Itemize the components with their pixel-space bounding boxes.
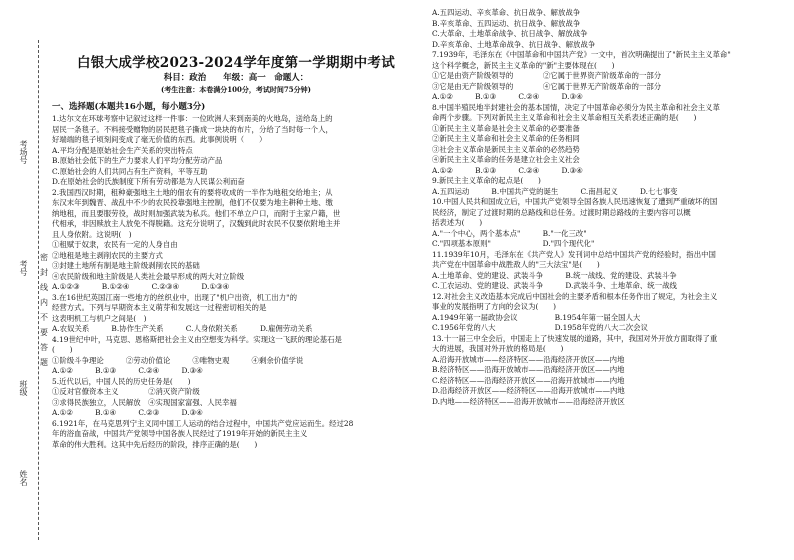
seal-notice	[40, 250, 50, 370]
question-line: A.①② B.①③ C.②④ D.③④	[432, 165, 583, 175]
question-line: 13.十一届三中全会后，中国走上了快速发展的道路，其中，我国对外开放方面取得了重	[432, 333, 718, 343]
question-line: A.①② B.①④ C.②③ D.③④	[52, 408, 203, 417]
question-line: A.①② B.①③ C.②④ D.③④	[52, 366, 203, 375]
exam-room-label: 考场号	[19, 140, 28, 164]
question-line: C.大革命、土地革命战争、抗日战争、解放战争	[432, 29, 588, 38]
question-line: A.五四运动 B.中国共产党的诞生 C.南昌起义 D.七七事变	[432, 186, 678, 196]
question-line: 括表述为( )	[432, 218, 483, 227]
question-line: 7.1939年，毛泽东在《中国革命和中国共产党》一文中，首次明确提出了"新民主主义革命"	[432, 50, 731, 59]
question-line: ①阶级斗争理论 ②劳动价值论 ③唯物史观 ④剩余价值学说	[52, 355, 304, 365]
question-line: 11.1939年10月，毛泽东在《共产党人》发刊词中总结中国共产党的经验时，指出中国	[432, 249, 716, 259]
question-line: 共产党在中国革命中战胜敌人的"三大法宝"是( )	[432, 260, 600, 269]
right-column	[432, 8, 784, 407]
seal-line	[38, 40, 39, 540]
question-line: 5.近代以后，中国人民的历史任务是( )	[52, 376, 191, 386]
right-questions	[432, 8, 784, 407]
question-line: 12.对社会主义改造基本完成后中国社会的主要矛盾和根本任务作出了规定，为社会主义	[432, 291, 718, 301]
question-line: ③它是由无产阶级领导的 ④它属于世界无产阶级革命的一部分	[432, 81, 662, 91]
question-line: C.1956年党的八大 D.1958年党的八大二次会议	[432, 323, 648, 332]
question-line: A.①②③ B.①②④ C.②③④ D.①③④	[52, 282, 230, 291]
question-line: A.农奴关系 B.协作生产关系 C.人身依附关系 D.雇佣劳动关系	[52, 324, 313, 333]
seal-char: 内	[40, 298, 48, 307]
question-line: 居民一条毯子。不料接受赠物的居民把毯子撕成一块块的布片，分给了当时每一个人，	[52, 124, 333, 134]
question-line: D.沿海经济开放区——经济特区——沿海开放城市——内地	[432, 386, 625, 395]
question-line: ③求得民族独立，人民解放 ④实现国家富强、人民幸福	[52, 397, 237, 407]
question-line: A.①② B.①③ C.②④ D.③④	[432, 92, 583, 101]
name-label: 姓名	[19, 470, 28, 486]
question-line: 4.19世纪中叶，马克思、恩格斯把社会主义由空想变为科学。实现这一飞跃的理论基石是	[52, 334, 342, 344]
question-line: 且人身依附。这说明( )	[52, 229, 132, 239]
question-line: A.沿海开放城市——经济特区——沿海经济开放区——内地	[432, 354, 625, 364]
question-line: D.在原始社会的氏族制度下所有劳动都是为人民谋公利而奋	[52, 177, 245, 186]
question-line: D.内地——经济特区——沿海开放城市——沿海经济开放区	[432, 396, 625, 406]
question-line: 代相承，非因赎放主人放免不得脱籍。这充分说明了，汉魏到此时农民不仅要依附地主并	[52, 219, 341, 228]
binding-margin	[0, 0, 48, 560]
seal-char: 封	[40, 268, 48, 277]
question-line: A.平均分配是原始社会生产关系的突出特点	[52, 145, 193, 155]
class-label: 班级	[19, 380, 28, 396]
seal-char: 不	[40, 313, 48, 322]
left-questions	[52, 114, 420, 450]
question-line: C.经济特区——沿海经济开放区——沿海开放城市——内地	[432, 375, 625, 385]
question-line: 纳地租，而且要服劳役，战时则加强武装为私兵。他们不单立户口，而附于主家户籍，世	[52, 208, 341, 218]
question-line: 命两个步骤。下列对新民主主义革命和社会主义革命相互关系表述正确的是( )	[432, 113, 697, 122]
question-line: ③社会主义革命是新民主主义革命的必然趋势	[432, 144, 580, 154]
exam-note: (考生注意：本卷满分100分，考试时间75分钟)	[161, 85, 311, 94]
question-line: 好端端的毯子顷刻间变成了毫无价值的东西。此事例说明（ ）	[52, 135, 267, 144]
question-line: 年的浴血奋战，中国共产党领导中国各族人民经过了1919年开始的新民主主义	[52, 429, 308, 438]
question-line: 这个科学概念，新民主主义革命的"新"主要体现在( )	[432, 60, 615, 70]
question-line: 1.达尔文在环球考察中记叙过这样一件事：一位欧洲人来到南美的火地岛，送给岛上的	[52, 114, 333, 123]
question-line: C.工农运动、党的建设、武装斗争 D.武装斗争、土地革命、统一战线	[432, 281, 677, 290]
question-line: ④农民阶级和地主阶级是人类社会最早形成的两大对立阶级	[52, 271, 245, 281]
exam-subtitle: 科目：政治 年级：高一 命题人：	[163, 72, 309, 83]
question-line: ②新民主主义革命和社会主义革命的任务相同	[432, 134, 580, 143]
left-column	[52, 8, 420, 450]
question-line: ①它是由资产阶级领导的 ②它属于世界资产阶级革命的一部分	[432, 71, 662, 80]
seal-char: 要	[40, 328, 48, 337]
question-line: 3.在16世纪英国江南一些地方的丝织业中，出现了"机户出资，机工出力"的	[52, 292, 297, 302]
exam-number-label: 考号	[19, 260, 28, 276]
question-line: C."四项基本原则" D."四个现代化"	[432, 239, 595, 248]
question-line: A.五四运动、辛亥革命、抗日战争、解放战争	[432, 8, 581, 17]
question-line: ①新民主主义革命是社会主义革命的必要准备	[432, 123, 580, 133]
question-line: 革命的伟大胜利。这其中先后经历的阶段，排序正确的是( )	[52, 439, 258, 449]
question-line: 这表明机工与机户之间是( )	[52, 313, 147, 323]
question-line: B.辛亥革命、五四运动、抗日战争、解放战争	[432, 18, 581, 28]
question-line: 事业的发展指明了方向的会议为( )	[432, 302, 557, 311]
question-line: ①反对官僚资本主义 ②消灭资产阶级	[52, 387, 200, 396]
seal-char: 答	[40, 343, 48, 352]
question-line: B.经济特区——沿海开放城市——沿海经济开放区——内地	[432, 365, 625, 374]
question-line: 2.我国西汉时期，租种豪强地主土地的佃农有的要将收成的一半作为地租交给地主；从	[52, 187, 333, 197]
question-line: C.原始社会的人们共同占有生产资料，平等互助	[52, 166, 208, 176]
section-heading: 一、选择题(本题共16小题，每小题3分)	[52, 101, 206, 112]
question-line: ②地租是地主剥削农民的主要方式	[52, 250, 163, 260]
question-line: 6.1921年，在马克思列宁主义同中国工人运动的结合过程中，中国共产党应运而生。经过28	[52, 418, 354, 428]
question-line: 8.中国半殖民地半封建社会的基本国情，决定了中国革命必须分为民主革命和社会主义革	[432, 102, 720, 112]
seal-char: 题	[40, 358, 48, 367]
question-line: 9.新民主主义革命的起点是( )	[432, 176, 541, 185]
question-line: ④新民主主义革命的任务是建立社会主义社会	[432, 155, 580, 164]
question-line: B.原始社会低下的生产力要求人们平均分配劳动产品	[52, 156, 223, 165]
question-line: ①租赋于奴隶，农民有一定的人身自由	[52, 240, 178, 249]
question-line: 民经济，制定了过渡时期的总路线和总任务。过渡时期总路线的主要内容可以概	[432, 207, 691, 217]
question-line: 经营方式。下列与早期资本主义萌芽和发展这一过程密切相关的是	[52, 303, 267, 312]
question-line: 大的进展，我国对外开放的格局是( )	[432, 344, 564, 353]
question-line: D.辛亥革命、土地革命战争、抗日战争、解放战争	[432, 39, 596, 49]
question-line: A."一个中心，两个基本点" B."一化三改"	[432, 228, 587, 238]
question-line: ( )	[52, 345, 73, 354]
seal-char: 线	[40, 283, 48, 292]
question-line: 10.中国人民共和国成立后，中国共产党领导全国各族人民迅速恢复了遭到严重破坏的国	[432, 197, 718, 206]
question-line: A.1949年第一届政协会议 B.1954年第一届全国人大	[432, 312, 641, 322]
question-line: A.土地革命、党的建设、武装斗争 B.统一战线、党的建设、武装斗争	[432, 270, 677, 280]
question-line: 东汉末年到魏晋、战乱中不少的农民投靠强地主控制，他们不仅要为地主耕种土地、缴	[52, 198, 333, 207]
seal-char: 密	[40, 253, 48, 262]
exam-title: 白银大成学校2023-2024学年度第一学期期中考试	[76, 55, 396, 71]
question-line: ③封建土地所有制是地主阶级剥削农民的基础	[52, 261, 200, 270]
